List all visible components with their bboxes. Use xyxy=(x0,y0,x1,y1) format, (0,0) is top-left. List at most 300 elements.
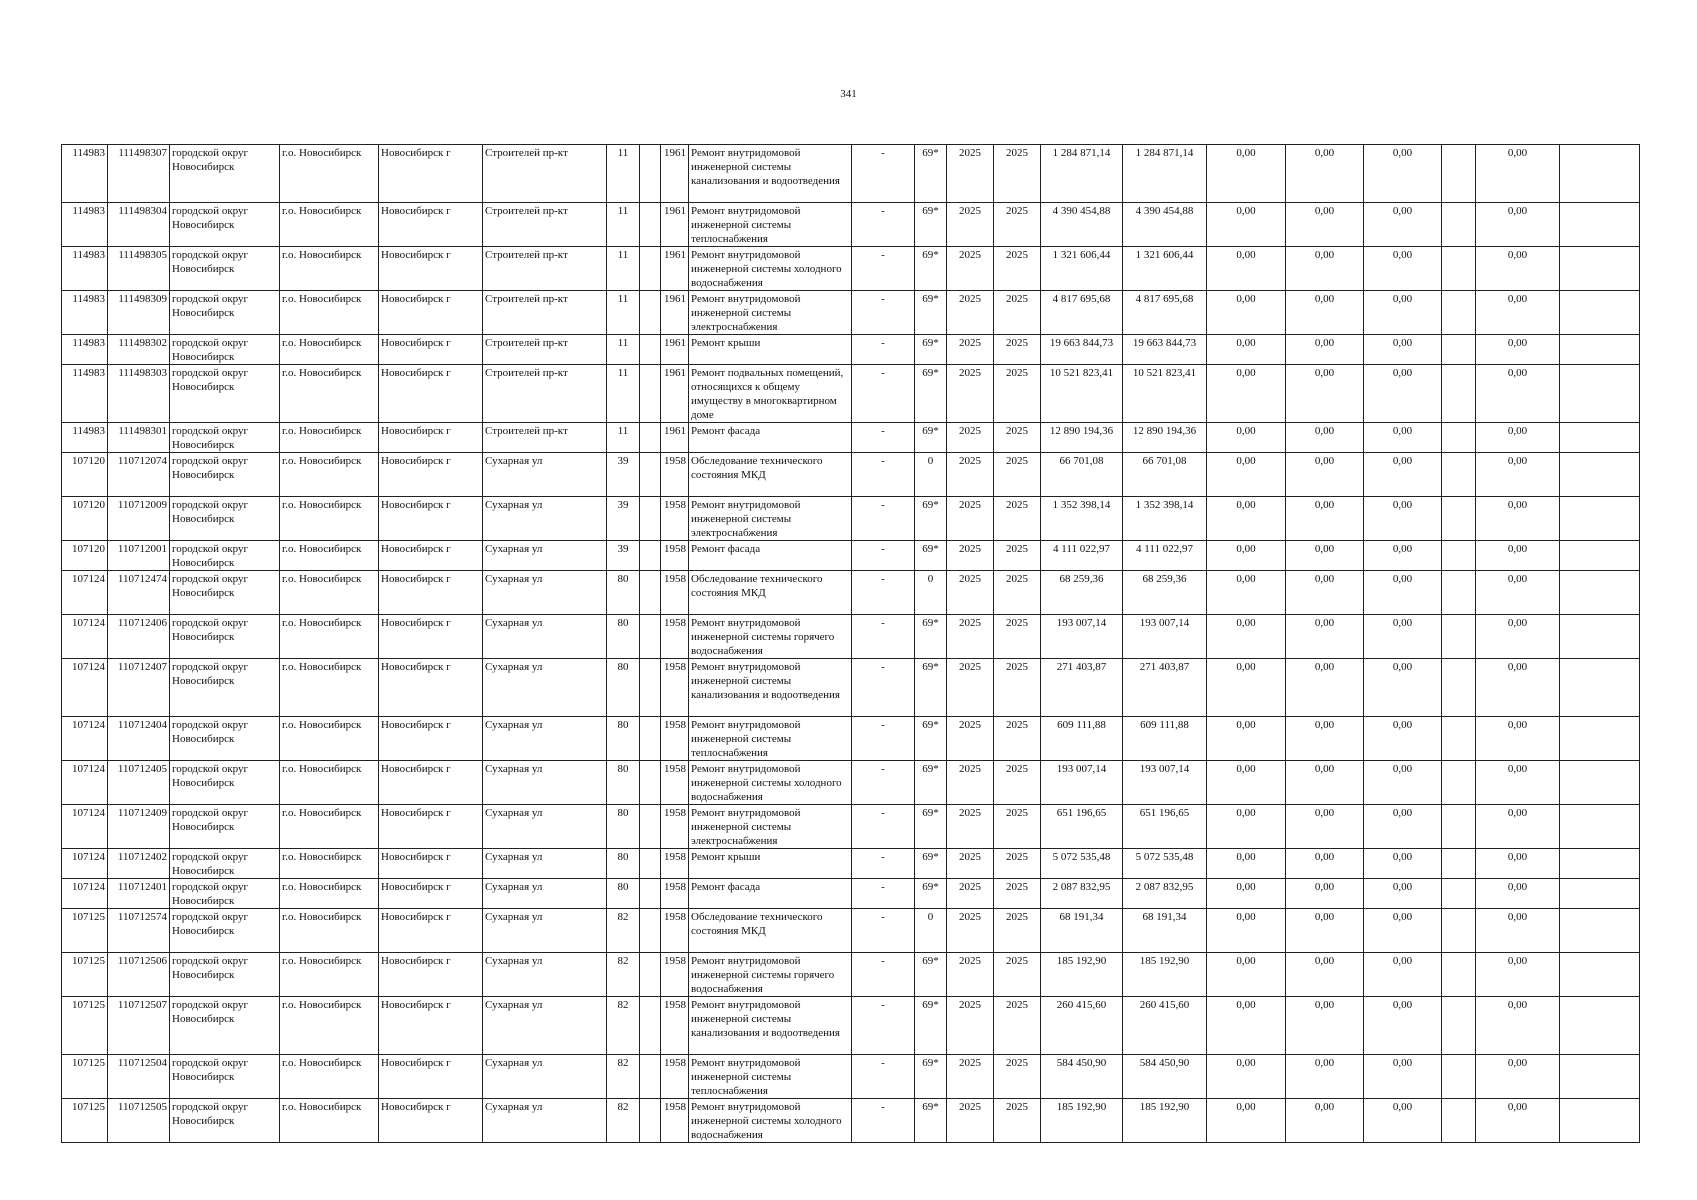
cell-year: 1958 xyxy=(661,541,689,571)
cell-code: 111498304 xyxy=(108,203,170,247)
cell-year: 1961 xyxy=(661,365,689,423)
cell-street: Строителей пр-кт xyxy=(483,423,607,453)
cell-amount-a: 0,00 xyxy=(1207,571,1286,615)
cell-work-type: Ремонт фасада xyxy=(689,541,852,571)
table-row xyxy=(62,571,1640,615)
table-row xyxy=(62,1055,1640,1099)
cell-year-end: 2025 xyxy=(994,335,1041,365)
cell-year-end: 2025 xyxy=(994,453,1041,497)
cell-house: 82 xyxy=(607,1099,640,1143)
table-row xyxy=(62,365,1640,423)
cell-work-type: Ремонт фасада xyxy=(689,879,852,909)
cell-id: 114983 xyxy=(62,203,108,247)
cell-street: Строителей пр-кт xyxy=(483,247,607,291)
cell-amount-b: 0,00 xyxy=(1286,571,1364,615)
cell-id: 114983 xyxy=(62,145,108,203)
cell-amount-c: 0,00 xyxy=(1364,541,1442,571)
cell-percent: 69* xyxy=(915,1099,947,1143)
cell-house: 11 xyxy=(607,335,640,365)
cell-work-type: Ремонт внутридомовой инженерной системы холодного водоснабжения xyxy=(689,1099,852,1143)
cell-urban-district: г.о. Новосибирск xyxy=(280,335,379,365)
cell-empty-last xyxy=(1560,145,1640,203)
cell-amount-a: 0,00 xyxy=(1207,453,1286,497)
cell-cost: 1 352 398,14 xyxy=(1041,497,1123,541)
cell-empty-last xyxy=(1560,879,1640,909)
cell-empty-last xyxy=(1560,659,1640,717)
cell-empty xyxy=(1442,997,1476,1055)
cell-street: Сухарная ул xyxy=(483,879,607,909)
cell-year-end: 2025 xyxy=(994,909,1041,953)
cell-municipality: городской округ Новосибирск xyxy=(170,203,280,247)
cell-dash: - xyxy=(852,423,915,453)
cell-urban-district: г.о. Новосибирск xyxy=(280,423,379,453)
cell-city: Новосибирск г xyxy=(379,1055,483,1099)
cell-id: 107124 xyxy=(62,849,108,879)
cell-year-start: 2025 xyxy=(947,849,994,879)
cell-amount-b: 0,00 xyxy=(1286,335,1364,365)
cell-amount-f: 0,00 xyxy=(1476,761,1560,805)
cell-urban-district: г.о. Новосибирск xyxy=(280,145,379,203)
cell-amount-b: 0,00 xyxy=(1286,497,1364,541)
cell-house: 80 xyxy=(607,879,640,909)
cell-house: 11 xyxy=(607,247,640,291)
cell-cost-fund: 193 007,14 xyxy=(1123,615,1207,659)
cell-house: 82 xyxy=(607,909,640,953)
cell-cost: 185 192,90 xyxy=(1041,953,1123,997)
cell-building xyxy=(640,953,661,997)
cell-street: Сухарная ул xyxy=(483,953,607,997)
cell-dash: - xyxy=(852,1099,915,1143)
cell-empty xyxy=(1442,423,1476,453)
cell-code: 111498305 xyxy=(108,247,170,291)
cell-house: 39 xyxy=(607,497,640,541)
cell-amount-b: 0,00 xyxy=(1286,1099,1364,1143)
cell-cost-fund: 68 191,34 xyxy=(1123,909,1207,953)
table-row xyxy=(62,291,1640,335)
cell-empty-last xyxy=(1560,1055,1640,1099)
cell-year-end: 2025 xyxy=(994,997,1041,1055)
cell-work-type: Ремонт подвальных помещений, относящихся к общему имуществу в многоквартирном доме xyxy=(689,365,852,423)
cell-percent: 69* xyxy=(915,849,947,879)
cell-code: 110712474 xyxy=(108,571,170,615)
cell-city: Новосибирск г xyxy=(379,203,483,247)
cell-cost: 68 191,34 xyxy=(1041,909,1123,953)
cell-amount-b: 0,00 xyxy=(1286,1055,1364,1099)
cell-cost-fund: 2 087 832,95 xyxy=(1123,879,1207,909)
cell-house: 80 xyxy=(607,849,640,879)
cell-empty-last xyxy=(1560,953,1640,997)
cell-amount-a: 0,00 xyxy=(1207,761,1286,805)
cell-amount-a: 0,00 xyxy=(1207,497,1286,541)
cell-dash: - xyxy=(852,497,915,541)
cell-amount-c: 0,00 xyxy=(1364,145,1442,203)
cell-work-type: Ремонт внутридомовой инженерной системы электроснабжения xyxy=(689,497,852,541)
cell-amount-f: 0,00 xyxy=(1476,145,1560,203)
cell-amount-f: 0,00 xyxy=(1476,879,1560,909)
cell-amount-a: 0,00 xyxy=(1207,953,1286,997)
cell-city: Новосибирск г xyxy=(379,879,483,909)
cell-house: 11 xyxy=(607,365,640,423)
cell-year-start: 2025 xyxy=(947,497,994,541)
cell-amount-f: 0,00 xyxy=(1476,541,1560,571)
cell-dash: - xyxy=(852,717,915,761)
cell-id: 107125 xyxy=(62,909,108,953)
cell-work-type: Обследование технического состояния МКД xyxy=(689,909,852,953)
cell-percent: 69* xyxy=(915,615,947,659)
cell-percent: 69* xyxy=(915,497,947,541)
cell-amount-f: 0,00 xyxy=(1476,291,1560,335)
cell-cost: 12 890 194,36 xyxy=(1041,423,1123,453)
cell-work-type: Ремонт внутридомовой инженерной системы электроснабжения xyxy=(689,805,852,849)
cell-year-start: 2025 xyxy=(947,453,994,497)
cell-building xyxy=(640,659,661,717)
cell-empty xyxy=(1442,291,1476,335)
cell-year: 1958 xyxy=(661,659,689,717)
cell-urban-district: г.о. Новосибирск xyxy=(280,203,379,247)
cell-cost: 10 521 823,41 xyxy=(1041,365,1123,423)
cell-empty xyxy=(1442,717,1476,761)
cell-amount-a: 0,00 xyxy=(1207,423,1286,453)
cell-year-start: 2025 xyxy=(947,615,994,659)
cell-percent: 69* xyxy=(915,145,947,203)
cell-code: 110712507 xyxy=(108,997,170,1055)
cell-year-end: 2025 xyxy=(994,879,1041,909)
cell-amount-c: 0,00 xyxy=(1364,909,1442,953)
cell-amount-f: 0,00 xyxy=(1476,909,1560,953)
cell-amount-b: 0,00 xyxy=(1286,805,1364,849)
cell-street: Сухарная ул xyxy=(483,761,607,805)
cell-dash: - xyxy=(852,335,915,365)
table-row xyxy=(62,453,1640,497)
cell-amount-b: 0,00 xyxy=(1286,365,1364,423)
cell-amount-c: 0,00 xyxy=(1364,571,1442,615)
cell-house: 11 xyxy=(607,423,640,453)
cell-cost: 185 192,90 xyxy=(1041,1099,1123,1143)
cell-city: Новосибирск г xyxy=(379,997,483,1055)
cell-amount-a: 0,00 xyxy=(1207,247,1286,291)
cell-urban-district: г.о. Новосибирск xyxy=(280,291,379,335)
cell-cost: 260 415,60 xyxy=(1041,997,1123,1055)
cell-code: 110712506 xyxy=(108,953,170,997)
cell-year-end: 2025 xyxy=(994,423,1041,453)
cell-dash: - xyxy=(852,909,915,953)
cell-empty xyxy=(1442,497,1476,541)
cell-amount-b: 0,00 xyxy=(1286,849,1364,879)
cell-work-type: Ремонт крыши xyxy=(689,335,852,365)
cell-amount-b: 0,00 xyxy=(1286,423,1364,453)
cell-cost: 4 390 454,88 xyxy=(1041,203,1123,247)
cell-urban-district: г.о. Новосибирск xyxy=(280,805,379,849)
cell-dash: - xyxy=(852,203,915,247)
cell-street: Сухарная ул xyxy=(483,453,607,497)
cell-percent: 69* xyxy=(915,291,947,335)
cell-dash: - xyxy=(852,453,915,497)
table-row xyxy=(62,761,1640,805)
cell-year-start: 2025 xyxy=(947,805,994,849)
cell-id: 107124 xyxy=(62,879,108,909)
cell-urban-district: г.о. Новосибирск xyxy=(280,761,379,805)
cell-street: Сухарная ул xyxy=(483,849,607,879)
cell-work-type: Ремонт внутридомовой инженерной системы теплоснабжения xyxy=(689,1055,852,1099)
cell-building xyxy=(640,909,661,953)
cell-year-end: 2025 xyxy=(994,497,1041,541)
cell-percent: 69* xyxy=(915,997,947,1055)
cell-year-start: 2025 xyxy=(947,291,994,335)
cell-amount-a: 0,00 xyxy=(1207,909,1286,953)
cell-cost-fund: 1 284 871,14 xyxy=(1123,145,1207,203)
cell-year-start: 2025 xyxy=(947,335,994,365)
cell-percent: 69* xyxy=(915,541,947,571)
cell-year-start: 2025 xyxy=(947,1099,994,1143)
cell-work-type: Ремонт внутридомовой инженерной системы канализования и водоотведения xyxy=(689,145,852,203)
cell-percent: 69* xyxy=(915,335,947,365)
cell-work-type: Ремонт внутридомовой инженерной системы канализования и водоотведения xyxy=(689,659,852,717)
cell-dash: - xyxy=(852,805,915,849)
cell-urban-district: г.о. Новосибирск xyxy=(280,615,379,659)
cell-empty xyxy=(1442,909,1476,953)
cell-urban-district: г.о. Новосибирск xyxy=(280,571,379,615)
cell-year: 1961 xyxy=(661,291,689,335)
cell-id: 107124 xyxy=(62,717,108,761)
cell-building xyxy=(640,335,661,365)
cell-amount-a: 0,00 xyxy=(1207,1099,1286,1143)
cell-cost: 66 701,08 xyxy=(1041,453,1123,497)
table-row xyxy=(62,997,1640,1055)
cell-street: Сухарная ул xyxy=(483,717,607,761)
cell-year: 1958 xyxy=(661,1055,689,1099)
cell-amount-f: 0,00 xyxy=(1476,335,1560,365)
table-row xyxy=(62,879,1640,909)
cell-amount-a: 0,00 xyxy=(1207,849,1286,879)
cell-building xyxy=(640,423,661,453)
cell-year: 1958 xyxy=(661,761,689,805)
cell-cost: 609 111,88 xyxy=(1041,717,1123,761)
cell-amount-f: 0,00 xyxy=(1476,453,1560,497)
cell-year-end: 2025 xyxy=(994,717,1041,761)
cell-year-start: 2025 xyxy=(947,203,994,247)
cell-amount-f: 0,00 xyxy=(1476,953,1560,997)
cell-code: 110712009 xyxy=(108,497,170,541)
cell-amount-b: 0,00 xyxy=(1286,291,1364,335)
cell-amount-f: 0,00 xyxy=(1476,497,1560,541)
cell-urban-district: г.о. Новосибирск xyxy=(280,247,379,291)
cell-amount-b: 0,00 xyxy=(1286,615,1364,659)
cell-amount-b: 0,00 xyxy=(1286,247,1364,291)
cell-empty-last xyxy=(1560,423,1640,453)
cell-id: 107120 xyxy=(62,497,108,541)
cell-amount-c: 0,00 xyxy=(1364,423,1442,453)
cell-amount-f: 0,00 xyxy=(1476,423,1560,453)
cell-empty-last xyxy=(1560,203,1640,247)
table-row xyxy=(62,805,1640,849)
cell-building xyxy=(640,291,661,335)
cell-municipality: городской округ Новосибирск xyxy=(170,953,280,997)
cell-amount-f: 0,00 xyxy=(1476,1055,1560,1099)
cell-amount-a: 0,00 xyxy=(1207,335,1286,365)
cell-cost: 4 817 695,68 xyxy=(1041,291,1123,335)
cell-house: 82 xyxy=(607,997,640,1055)
cell-code: 110712409 xyxy=(108,805,170,849)
cell-street: Строителей пр-кт xyxy=(483,145,607,203)
cell-cost-fund: 66 701,08 xyxy=(1123,453,1207,497)
cell-cost: 4 111 022,97 xyxy=(1041,541,1123,571)
cell-amount-a: 0,00 xyxy=(1207,659,1286,717)
cell-city: Новосибирск г xyxy=(379,365,483,423)
cell-building xyxy=(640,849,661,879)
cell-code: 110712574 xyxy=(108,909,170,953)
cell-amount-f: 0,00 xyxy=(1476,1099,1560,1143)
cell-amount-a: 0,00 xyxy=(1207,1055,1286,1099)
cell-building xyxy=(640,497,661,541)
cell-street: Сухарная ул xyxy=(483,1099,607,1143)
cell-cost-fund: 10 521 823,41 xyxy=(1123,365,1207,423)
cell-percent: 69* xyxy=(915,1055,947,1099)
cell-urban-district: г.о. Новосибирск xyxy=(280,1099,379,1143)
cell-year-start: 2025 xyxy=(947,423,994,453)
cell-urban-district: г.о. Новосибирск xyxy=(280,453,379,497)
cell-work-type: Обследование технического состояния МКД xyxy=(689,571,852,615)
table-row xyxy=(62,1099,1640,1143)
cell-building xyxy=(640,541,661,571)
cell-code: 111498301 xyxy=(108,423,170,453)
table-row xyxy=(62,849,1640,879)
cell-urban-district: г.о. Новосибирск xyxy=(280,879,379,909)
cell-house: 82 xyxy=(607,1055,640,1099)
cell-urban-district: г.о. Новосибирск xyxy=(280,717,379,761)
cell-year-start: 2025 xyxy=(947,659,994,717)
cell-cost: 1 321 606,44 xyxy=(1041,247,1123,291)
table-row xyxy=(62,335,1640,365)
cell-street: Сухарная ул xyxy=(483,571,607,615)
cell-house: 11 xyxy=(607,291,640,335)
cell-year-start: 2025 xyxy=(947,717,994,761)
cell-year-end: 2025 xyxy=(994,203,1041,247)
cell-percent: 0 xyxy=(915,571,947,615)
cell-amount-f: 0,00 xyxy=(1476,203,1560,247)
cell-dash: - xyxy=(852,365,915,423)
cell-year-start: 2025 xyxy=(947,879,994,909)
cell-empty-last xyxy=(1560,717,1640,761)
cell-percent: 69* xyxy=(915,365,947,423)
cell-code: 110712074 xyxy=(108,453,170,497)
cell-amount-a: 0,00 xyxy=(1207,805,1286,849)
cell-empty xyxy=(1442,1055,1476,1099)
cell-dash: - xyxy=(852,997,915,1055)
cell-year-start: 2025 xyxy=(947,247,994,291)
cell-amount-c: 0,00 xyxy=(1364,805,1442,849)
cell-municipality: городской округ Новосибирск xyxy=(170,497,280,541)
cell-amount-c: 0,00 xyxy=(1364,203,1442,247)
cell-amount-c: 0,00 xyxy=(1364,761,1442,805)
cell-urban-district: г.о. Новосибирск xyxy=(280,365,379,423)
cell-id: 107125 xyxy=(62,1055,108,1099)
cell-city: Новосибирск г xyxy=(379,571,483,615)
cell-municipality: городской округ Новосибирск xyxy=(170,717,280,761)
cell-cost: 19 663 844,73 xyxy=(1041,335,1123,365)
cell-cost-fund: 12 890 194,36 xyxy=(1123,423,1207,453)
cell-year-end: 2025 xyxy=(994,953,1041,997)
cell-city: Новосибирск г xyxy=(379,909,483,953)
cell-municipality: городской округ Новосибирск xyxy=(170,805,280,849)
cell-amount-c: 0,00 xyxy=(1364,953,1442,997)
cell-year-end: 2025 xyxy=(994,145,1041,203)
cell-municipality: городской округ Новосибирск xyxy=(170,997,280,1055)
cell-street: Строителей пр-кт xyxy=(483,365,607,423)
cell-year-end: 2025 xyxy=(994,541,1041,571)
cell-amount-b: 0,00 xyxy=(1286,997,1364,1055)
cell-code: 110712001 xyxy=(108,541,170,571)
cell-dash: - xyxy=(852,291,915,335)
cell-year-start: 2025 xyxy=(947,541,994,571)
cell-year-end: 2025 xyxy=(994,849,1041,879)
cell-amount-c: 0,00 xyxy=(1364,849,1442,879)
cell-house: 80 xyxy=(607,659,640,717)
cell-year-start: 2025 xyxy=(947,997,994,1055)
cell-dash: - xyxy=(852,879,915,909)
cell-year-end: 2025 xyxy=(994,761,1041,805)
cell-municipality: городской округ Новосибирск xyxy=(170,291,280,335)
cell-code: 111498303 xyxy=(108,365,170,423)
cell-year: 1958 xyxy=(661,909,689,953)
cell-work-type: Ремонт фасада xyxy=(689,423,852,453)
cell-urban-district: г.о. Новосибирск xyxy=(280,953,379,997)
cell-empty-last xyxy=(1560,615,1640,659)
cell-urban-district: г.о. Новосибирск xyxy=(280,541,379,571)
cell-year: 1958 xyxy=(661,849,689,879)
cell-municipality: городской округ Новосибирск xyxy=(170,365,280,423)
cell-empty-last xyxy=(1560,805,1640,849)
cell-code: 111498302 xyxy=(108,335,170,365)
cell-empty-last xyxy=(1560,1099,1640,1143)
table-row xyxy=(62,541,1640,571)
cell-year: 1958 xyxy=(661,615,689,659)
cell-id: 107124 xyxy=(62,659,108,717)
cell-house: 80 xyxy=(607,717,640,761)
cell-building xyxy=(640,145,661,203)
cell-urban-district: г.о. Новосибирск xyxy=(280,849,379,879)
cell-amount-a: 0,00 xyxy=(1207,615,1286,659)
cell-cost: 651 196,65 xyxy=(1041,805,1123,849)
cell-amount-f: 0,00 xyxy=(1476,849,1560,879)
cell-amount-c: 0,00 xyxy=(1364,291,1442,335)
cell-work-type: Ремонт внутридомовой инженерной системы электроснабжения xyxy=(689,291,852,335)
cell-cost-fund: 4 390 454,88 xyxy=(1123,203,1207,247)
cell-empty-last xyxy=(1560,247,1640,291)
cell-amount-a: 0,00 xyxy=(1207,997,1286,1055)
cell-year-end: 2025 xyxy=(994,659,1041,717)
cell-percent: 69* xyxy=(915,761,947,805)
cell-work-type: Ремонт внутридомовой инженерной системы горячего водоснабжения xyxy=(689,615,852,659)
cell-cost-fund: 1 321 606,44 xyxy=(1123,247,1207,291)
cell-amount-f: 0,00 xyxy=(1476,571,1560,615)
cell-empty xyxy=(1442,365,1476,423)
cell-city: Новосибирск г xyxy=(379,335,483,365)
cell-year: 1958 xyxy=(661,497,689,541)
cell-amount-f: 0,00 xyxy=(1476,659,1560,717)
cell-amount-b: 0,00 xyxy=(1286,909,1364,953)
cell-house: 82 xyxy=(607,953,640,997)
cell-cost-fund: 185 192,90 xyxy=(1123,1099,1207,1143)
cell-amount-b: 0,00 xyxy=(1286,659,1364,717)
cell-year-end: 2025 xyxy=(994,805,1041,849)
cell-empty xyxy=(1442,203,1476,247)
cell-year-end: 2025 xyxy=(994,365,1041,423)
cell-cost-fund: 1 352 398,14 xyxy=(1123,497,1207,541)
cell-year: 1961 xyxy=(661,203,689,247)
cell-empty-last xyxy=(1560,335,1640,365)
cell-city: Новосибирск г xyxy=(379,805,483,849)
cell-street: Сухарная ул xyxy=(483,997,607,1055)
